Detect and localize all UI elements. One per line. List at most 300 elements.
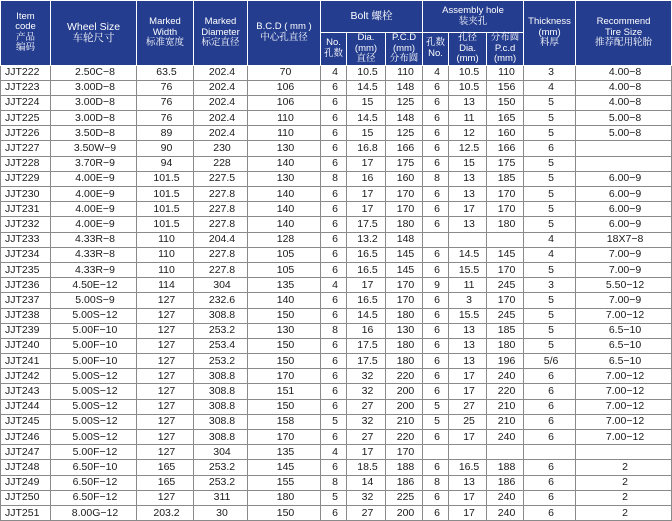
cell-asm-pcd: 180 <box>487 217 524 232</box>
cell-asm-dia: 13 <box>449 354 487 369</box>
table-row <box>1 323 672 338</box>
cell-bcd: 130 <box>248 323 321 338</box>
cell-bolt-dia: 17 <box>347 278 386 293</box>
cell-marked-width: 76 <box>137 111 194 126</box>
table-row <box>1 247 672 262</box>
cell-bolt-dia: 16.5 <box>347 293 386 308</box>
cell-tire-size: 6.00−9 <box>576 202 672 217</box>
cell-marked-diameter: 227.8 <box>194 187 248 202</box>
cell-marked-width: 114 <box>137 278 194 293</box>
table-row <box>1 232 672 247</box>
cell-wheel-size: 6.50F−12 <box>51 475 137 490</box>
header-line: Assembly hole <box>442 5 504 16</box>
table-row <box>1 445 672 460</box>
cell-item-code: JJT222 <box>1 65 51 80</box>
cell-bolt-dia: 17 <box>347 187 386 202</box>
cell-marked-diameter: 227.8 <box>194 202 248 217</box>
header-line: 孔径 <box>458 32 478 43</box>
cell-marked-diameter: 304 <box>194 445 248 460</box>
cell-asm-pcd: 170 <box>487 202 524 217</box>
cell-thickness: 5 <box>524 308 576 323</box>
cell-bolt-dia: 14.5 <box>347 111 386 126</box>
cell-item-code: JJT241 <box>1 354 51 369</box>
cell-bolt-no: 6 <box>321 126 347 141</box>
cell-tire-size: 7.00−12 <box>576 308 672 323</box>
cell-item-code: JJT239 <box>1 323 51 338</box>
cell-marked-diameter: 228 <box>194 156 248 171</box>
cell-bolt-no: 6 <box>321 111 347 126</box>
cell-asm-pcd: 220 <box>487 384 524 399</box>
cell-marked-width: 94 <box>137 156 194 171</box>
cell-bcd: 140 <box>248 187 321 202</box>
cell-asm-dia: 15.5 <box>449 308 487 323</box>
cell-bolt-pcd: 210 <box>386 414 423 429</box>
cell-marked-width: 127 <box>137 369 194 384</box>
cell-bolt-dia: 16.8 <box>347 141 386 156</box>
cell-tire-size: 6.00−9 <box>576 171 672 186</box>
cell-marked-diameter: 30 <box>194 505 248 520</box>
cell-asm-no: 6 <box>423 308 449 323</box>
cell-wheel-size: 4.33R−8 <box>51 247 137 262</box>
cell-item-code: JJT251 <box>1 505 51 520</box>
cell-thickness: 5 <box>524 126 576 141</box>
table-row <box>1 141 672 156</box>
header-line: 标定直径 <box>201 37 240 48</box>
cell-item-code: JJT234 <box>1 247 51 262</box>
cell-bolt-pcd: 130 <box>386 323 423 338</box>
cell-marked-diameter: 202.4 <box>194 95 248 110</box>
table-row <box>1 202 672 217</box>
cell-tire-size: 6.5−10 <box>576 354 672 369</box>
cell-bolt-pcd: 145 <box>386 262 423 277</box>
table-row <box>1 414 672 429</box>
cell-bolt-dia: 16 <box>347 323 386 338</box>
cell-asm-pcd: 188 <box>487 460 524 475</box>
cell-bolt-no: 6 <box>321 293 347 308</box>
cell-thickness: 5 <box>524 293 576 308</box>
cell-asm-dia: 15.5 <box>449 262 487 277</box>
cell-asm-dia: 15 <box>449 156 487 171</box>
cell-bolt-dia: 17.5 <box>347 217 386 232</box>
cell-asm-pcd: 245 <box>487 308 524 323</box>
cell-bolt-dia: 32 <box>347 490 386 505</box>
header-line: P.C.D <box>391 32 417 43</box>
cell-asm-no: 6 <box>423 338 449 353</box>
header-line: 装夹孔 <box>458 15 488 27</box>
cell-asm-no: 6 <box>423 126 449 141</box>
cell-bcd: 130 <box>248 171 321 186</box>
header-item-code <box>1 1 51 66</box>
header-marked-width <box>137 1 194 66</box>
cell-bolt-dia: 14 <box>347 475 386 490</box>
cell-bcd: 150 <box>248 308 321 323</box>
cell-asm-pcd: 110 <box>487 65 524 80</box>
header-tire-size <box>576 1 672 66</box>
cell-asm-dia: 13 <box>449 217 487 232</box>
cell-bcd: 150 <box>248 505 321 520</box>
cell-thickness: 6 <box>524 490 576 505</box>
header-thickness <box>524 1 576 66</box>
header-line: 标准宽度 <box>145 37 184 48</box>
header-bolt-pcd <box>386 33 423 66</box>
cell-tire-size: 7.00−12 <box>576 414 672 429</box>
cell-bcd: 150 <box>248 338 321 353</box>
header-wheel-size <box>51 1 137 66</box>
cell-asm-no: 6 <box>423 80 449 95</box>
table-row <box>1 187 672 202</box>
cell-asm-dia: 13 <box>449 338 487 353</box>
cell-marked-diameter: 202.4 <box>194 65 248 80</box>
cell-bolt-dia: 17 <box>347 202 386 217</box>
table-row <box>1 490 672 505</box>
cell-asm-dia: 17 <box>449 505 487 520</box>
cell-marked-diameter: 227.5 <box>194 171 248 186</box>
cell-bolt-pcd: 180 <box>386 217 423 232</box>
header-line: (mm) <box>493 53 517 64</box>
cell-marked-diameter: 230 <box>194 141 248 156</box>
cell-wheel-size: 8.00G−12 <box>51 505 137 520</box>
cell-asm-pcd: 240 <box>487 430 524 445</box>
cell-item-code: JJT224 <box>1 95 51 110</box>
cell-tire-size: 7.00−12 <box>576 384 672 399</box>
cell-item-code: JJT240 <box>1 338 51 353</box>
cell-bcd: 105 <box>248 247 321 262</box>
cell-bolt-no: 6 <box>321 95 347 110</box>
cell-thickness: 6 <box>524 369 576 384</box>
cell-marked-width: 127 <box>137 338 194 353</box>
cell-marked-width: 101.5 <box>137 187 194 202</box>
header-line: 产品 <box>15 31 35 43</box>
cell-marked-diameter: 253.2 <box>194 460 248 475</box>
cell-bolt-no: 6 <box>321 247 347 262</box>
cell-thickness: 6 <box>524 505 576 520</box>
cell-wheel-size: 3.70R−9 <box>51 156 137 171</box>
cell-marked-diameter: 227.8 <box>194 217 248 232</box>
table-row <box>1 460 672 475</box>
cell-asm-pcd: 156 <box>487 80 524 95</box>
cell-item-code: JJT228 <box>1 156 51 171</box>
cell-bcd: 70 <box>248 65 321 80</box>
header-line: Wheel Size <box>66 21 121 34</box>
cell-tire-size: 4.00−8 <box>576 80 672 95</box>
header-line: 编码 <box>15 42 35 54</box>
cell-asm-pcd: 185 <box>487 171 524 186</box>
cell-item-code: JJT232 <box>1 217 51 232</box>
cell-bolt-pcd: 170 <box>386 445 423 460</box>
cell-asm-dia <box>449 445 487 460</box>
cell-thickness: 5 <box>524 111 576 126</box>
cell-bolt-pcd: 148 <box>386 80 423 95</box>
header-line: 分布圆 <box>490 32 520 43</box>
cell-asm-no: 8 <box>423 475 449 490</box>
cell-wheel-size: 3.00D−8 <box>51 111 137 126</box>
cell-marked-diameter: 304 <box>194 278 248 293</box>
cell-marked-diameter: 308.8 <box>194 399 248 414</box>
cell-bolt-pcd: 200 <box>386 505 423 520</box>
cell-asm-dia: 13 <box>449 187 487 202</box>
cell-asm-no: 6 <box>423 111 449 126</box>
cell-bcd: 140 <box>248 293 321 308</box>
header-line: Marked <box>149 16 181 27</box>
cell-thickness: 5 <box>524 156 576 171</box>
cell-marked-diameter: 308.8 <box>194 414 248 429</box>
cell-wheel-size: 5.00S−12 <box>51 384 137 399</box>
cell-asm-dia: 11 <box>449 111 487 126</box>
cell-asm-no: 6 <box>423 141 449 156</box>
cell-wheel-size: 4.00E−9 <box>51 202 137 217</box>
cell-asm-no: 6 <box>423 430 449 445</box>
cell-asm-pcd: 240 <box>487 369 524 384</box>
cell-tire-size: 5.00−8 <box>576 111 672 126</box>
table-row <box>1 505 672 520</box>
cell-bcd: 128 <box>248 232 321 247</box>
table-row <box>1 384 672 399</box>
table-row <box>1 354 672 369</box>
header-line: (mm) <box>392 42 416 54</box>
cell-asm-dia: 17 <box>449 490 487 505</box>
cell-bolt-dia: 27 <box>347 399 386 414</box>
cell-asm-no: 6 <box>423 156 449 171</box>
cell-asm-no: 6 <box>423 95 449 110</box>
cell-tire-size: 6.5−10 <box>576 338 672 353</box>
table-row <box>1 308 672 323</box>
cell-tire-size <box>576 445 672 460</box>
cell-item-code: JJT225 <box>1 111 51 126</box>
cell-bolt-pcd: 188 <box>386 460 423 475</box>
cell-bolt-pcd: 125 <box>386 95 423 110</box>
cell-marked-width: 165 <box>137 475 194 490</box>
cell-item-code: JJT227 <box>1 141 51 156</box>
cell-asm-pcd: 186 <box>487 475 524 490</box>
header-line: (mm) <box>456 53 479 64</box>
cell-wheel-size: 4.50E−12 <box>51 278 137 293</box>
cell-asm-no: 6 <box>423 323 449 338</box>
cell-item-code: JJT229 <box>1 171 51 186</box>
cell-asm-pcd: 240 <box>487 490 524 505</box>
cell-marked-diameter: 308.8 <box>194 384 248 399</box>
cell-asm-dia: 25 <box>449 414 487 429</box>
cell-asm-pcd: 175 <box>487 156 524 171</box>
cell-bolt-no: 6 <box>321 202 347 217</box>
table-header <box>1 1 672 66</box>
cell-wheel-size: 6.50F−10 <box>51 460 137 475</box>
cell-bcd: 140 <box>248 217 321 232</box>
cell-bcd: 140 <box>248 156 321 171</box>
cell-bolt-pcd: 170 <box>386 278 423 293</box>
cell-asm-pcd: 165 <box>487 111 524 126</box>
cell-asm-dia <box>449 232 487 247</box>
cell-asm-no: 8 <box>423 171 449 186</box>
header-line: Width <box>152 26 178 38</box>
table-row <box>1 369 672 384</box>
cell-wheel-size: 5.00S−12 <box>51 369 137 384</box>
cell-bolt-no: 4 <box>321 65 347 80</box>
cell-marked-width: 90 <box>137 141 194 156</box>
cell-bolt-no: 6 <box>321 262 347 277</box>
table-row <box>1 430 672 445</box>
cell-bolt-pcd: 170 <box>386 187 423 202</box>
cell-asm-no: 6 <box>423 262 449 277</box>
cell-marked-width: 127 <box>137 430 194 445</box>
cell-bolt-pcd: 180 <box>386 308 423 323</box>
cell-marked-width: 76 <box>137 80 194 95</box>
cell-item-code: JJT231 <box>1 202 51 217</box>
cell-asm-pcd: 166 <box>487 141 524 156</box>
cell-asm-pcd: 210 <box>487 414 524 429</box>
table-row <box>1 126 672 141</box>
header-line: 分布圆 <box>389 53 419 64</box>
cell-asm-dia: 17 <box>449 369 487 384</box>
header-line: (mm) <box>538 26 561 38</box>
cell-bcd: 106 <box>248 80 321 95</box>
table-body <box>1 65 672 521</box>
cell-thickness: 3 <box>524 65 576 80</box>
header-marked-diameter <box>194 1 248 66</box>
cell-tire-size: 2 <box>576 460 672 475</box>
cell-marked-width: 203.2 <box>137 505 194 520</box>
cell-bolt-dia: 16 <box>347 171 386 186</box>
cell-tire-size: 4.00−8 <box>576 95 672 110</box>
cell-wheel-size: 5.00S−9 <box>51 293 137 308</box>
cell-bolt-pcd: 110 <box>386 65 423 80</box>
cell-thickness: 5 <box>524 171 576 186</box>
cell-marked-width: 101.5 <box>137 202 194 217</box>
cell-marked-diameter: 253.4 <box>194 338 248 353</box>
cell-thickness: 4 <box>524 232 576 247</box>
cell-asm-no: 6 <box>423 505 449 520</box>
cell-bolt-pcd: 160 <box>386 171 423 186</box>
cell-bolt-no: 6 <box>321 217 347 232</box>
cell-item-code: JJT247 <box>1 445 51 460</box>
cell-thickness: 6 <box>524 384 576 399</box>
cell-marked-diameter: 202.4 <box>194 126 248 141</box>
cell-marked-width: 127 <box>137 384 194 399</box>
cell-asm-dia: 12.5 <box>449 141 487 156</box>
cell-bolt-dia: 16.5 <box>347 247 386 262</box>
cell-item-code: JJT249 <box>1 475 51 490</box>
cell-asm-pcd: 170 <box>487 187 524 202</box>
cell-wheel-size: 5.00S−12 <box>51 430 137 445</box>
cell-marked-width: 127 <box>137 445 194 460</box>
cell-bolt-no: 5 <box>321 414 347 429</box>
cell-asm-dia: 17 <box>449 202 487 217</box>
cell-marked-width: 127 <box>137 399 194 414</box>
cell-item-code: JJT244 <box>1 399 51 414</box>
header-line: 推荐配用轮胎 <box>595 37 653 48</box>
cell-marked-width: 127 <box>137 323 194 338</box>
cell-bcd: 135 <box>248 445 321 460</box>
header-line: code <box>15 21 36 33</box>
cell-bcd: 130 <box>248 141 321 156</box>
cell-asm-dia: 17 <box>449 384 487 399</box>
cell-tire-size: 6.00−9 <box>576 217 672 232</box>
cell-tire-size: 6.5−10 <box>576 323 672 338</box>
cell-bolt-dia: 32 <box>347 414 386 429</box>
cell-item-code: JJT223 <box>1 80 51 95</box>
header-line: 孔数 <box>426 37 446 49</box>
cell-thickness <box>524 445 576 460</box>
cell-asm-no: 6 <box>423 187 449 202</box>
header-line: 车轮尺寸 <box>72 31 115 44</box>
cell-item-code: JJT243 <box>1 384 51 399</box>
cell-bolt-dia: 14.5 <box>347 80 386 95</box>
cell-asm-dia: 27 <box>449 399 487 414</box>
cell-asm-pcd: 145 <box>487 247 524 262</box>
cell-bolt-dia: 15 <box>347 126 386 141</box>
cell-item-code: JJT248 <box>1 460 51 475</box>
cell-tire-size: 4.00−8 <box>576 65 672 80</box>
cell-wheel-size: 4.00E−9 <box>51 171 137 186</box>
cell-thickness: 5 <box>524 95 576 110</box>
cell-bolt-no: 6 <box>321 460 347 475</box>
cell-tire-size: 2 <box>576 475 672 490</box>
cell-item-code: JJT246 <box>1 430 51 445</box>
header-line: (mm) <box>354 42 378 54</box>
cell-bolt-pcd: 200 <box>386 384 423 399</box>
header-line: 孔数 <box>323 47 343 59</box>
header-line: No. <box>326 37 341 49</box>
cell-marked-diameter: 253.2 <box>194 354 248 369</box>
cell-bolt-no: 4 <box>321 278 347 293</box>
cell-asm-pcd: 245 <box>487 278 524 293</box>
cell-asm-dia: 13 <box>449 323 487 338</box>
cell-marked-width: 63.5 <box>137 65 194 80</box>
cell-bcd: 110 <box>248 111 321 126</box>
cell-bcd: 151 <box>248 384 321 399</box>
cell-bcd: 170 <box>248 369 321 384</box>
cell-asm-no: 6 <box>423 384 449 399</box>
cell-asm-pcd: 170 <box>487 293 524 308</box>
table-row <box>1 65 672 80</box>
cell-thickness: 5 <box>524 202 576 217</box>
table-row <box>1 111 672 126</box>
cell-asm-pcd: 240 <box>487 505 524 520</box>
cell-thickness: 5 <box>524 323 576 338</box>
table-row <box>1 475 672 490</box>
cell-thickness: 3 <box>524 278 576 293</box>
cell-bcd: 140 <box>248 202 321 217</box>
cell-bolt-no: 4 <box>321 445 347 460</box>
cell-bolt-pcd: 175 <box>386 156 423 171</box>
cell-tire-size: 7.00−12 <box>576 430 672 445</box>
cell-bolt-no: 6 <box>321 399 347 414</box>
cell-marked-diameter: 311 <box>194 490 248 505</box>
cell-bolt-dia: 32 <box>347 369 386 384</box>
cell-marked-width: 76 <box>137 95 194 110</box>
header-line: Tire Size <box>604 26 643 38</box>
cell-tire-size: 2 <box>576 490 672 505</box>
cell-marked-width: 127 <box>137 490 194 505</box>
cell-bcd: 135 <box>248 278 321 293</box>
cell-bolt-pcd: 148 <box>386 111 423 126</box>
header-asm-no <box>423 33 449 66</box>
cell-marked-diameter: 253.2 <box>194 475 248 490</box>
cell-asm-no: 6 <box>423 490 449 505</box>
cell-marked-width: 127 <box>137 414 194 429</box>
cell-thickness: 5 <box>524 217 576 232</box>
cell-bcd: 105 <box>248 262 321 277</box>
cell-bolt-no: 8 <box>321 171 347 186</box>
cell-bolt-no: 6 <box>321 354 347 369</box>
cell-bcd: 155 <box>248 475 321 490</box>
header-asm-dia <box>449 33 487 66</box>
cell-marked-width: 165 <box>137 460 194 475</box>
header-assembly-hole <box>423 1 524 33</box>
cell-bolt-dia: 13.2 <box>347 232 386 247</box>
cell-asm-dia: 11 <box>449 278 487 293</box>
table-row <box>1 80 672 95</box>
cell-bolt-no: 6 <box>321 80 347 95</box>
